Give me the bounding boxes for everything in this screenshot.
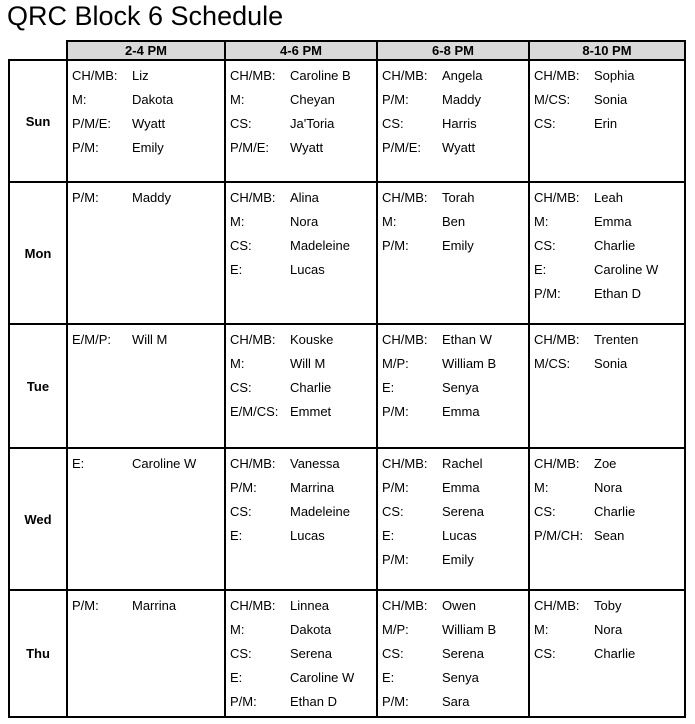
person-name: Madeleine [290, 238, 350, 253]
role-label: CH/MB: [382, 190, 428, 205]
schedule-entry [532, 594, 682, 618]
day-label: Mon [9, 182, 67, 324]
schedule-cell [377, 324, 529, 448]
person-name: Sean [594, 528, 625, 543]
schedule-cell [67, 590, 225, 717]
person-name: Angela [442, 68, 483, 83]
schedule-entry [228, 594, 374, 618]
schedule-entry [532, 186, 682, 210]
role-label: P/M: [72, 190, 99, 205]
role-label: P/M/CH: [534, 528, 584, 543]
role-label: CS: [534, 116, 556, 131]
role-label: CH/MB: [230, 332, 276, 347]
person-name: Will M [290, 356, 326, 371]
role-label: P/M: [382, 238, 409, 253]
day-label: Tue [9, 324, 67, 448]
day-row-mon [9, 182, 685, 324]
schedule-entry [380, 500, 526, 524]
role-label: E: [382, 380, 395, 395]
day-label: Sun [9, 60, 67, 182]
person-name: Lucas [290, 528, 325, 543]
schedule-cell [377, 182, 529, 324]
person-name: Owen [442, 598, 476, 613]
schedule-cell [225, 182, 377, 324]
person-name: Vanessa [290, 456, 340, 471]
role-label: CS: [230, 646, 252, 661]
person-name: Nora [594, 480, 623, 495]
person-name: Dakota [290, 622, 332, 637]
time-header-3: 6-8 PM [377, 41, 529, 60]
role-label: P/M: [382, 694, 409, 709]
role-label: CH/MB: [382, 332, 428, 347]
role-label: CS: [230, 380, 252, 395]
schedule-entry [228, 88, 374, 112]
day-row-tue [9, 324, 685, 448]
schedule-entry [532, 500, 682, 524]
person-name: Caroline W [132, 456, 197, 471]
person-name: Marrina [132, 598, 177, 613]
schedule-entry [228, 476, 374, 500]
person-name: Emily [442, 238, 474, 253]
schedule-entry [228, 376, 374, 400]
role-label: CS: [382, 504, 404, 519]
role-label: CH/MB: [230, 190, 276, 205]
role-label: E/M/P: [72, 332, 112, 347]
schedule-entry [380, 186, 526, 210]
schedule-entry [70, 112, 222, 136]
person-name: Emily [132, 140, 164, 155]
schedule-entry [532, 352, 682, 376]
person-name: Wyatt [132, 116, 166, 131]
role-label: P/M/E: [230, 140, 270, 155]
person-name: Ethan D [594, 286, 641, 301]
role-label: CS: [230, 116, 252, 131]
person-name: William B [442, 356, 497, 371]
person-name: Charlie [290, 380, 332, 395]
schedule-entry [228, 618, 374, 642]
person-name: Toby [594, 598, 622, 613]
schedule-entry [228, 112, 374, 136]
person-name: Harris [442, 116, 477, 131]
person-name: Emmet [290, 404, 332, 419]
schedule-entry [70, 136, 222, 160]
role-label: CH/MB: [72, 68, 118, 83]
time-header-4: 8-10 PM [529, 41, 685, 60]
schedule-entry [380, 524, 526, 548]
person-name: Ethan D [290, 694, 337, 709]
role-label: M: [534, 480, 549, 495]
day-label: Wed [9, 448, 67, 590]
corner-cell [9, 41, 67, 60]
role-label: CS: [382, 646, 404, 661]
role-label: P/M/E: [72, 116, 112, 131]
schedule-cell [225, 448, 377, 590]
schedule-cell [529, 324, 685, 448]
person-name: Caroline W [594, 262, 659, 277]
time-header-2: 4-6 PM [225, 41, 377, 60]
role-label: CH/MB: [230, 598, 276, 613]
person-name: Caroline B [290, 68, 351, 83]
role-label: CH/MB: [534, 332, 580, 347]
role-label: M: [230, 622, 245, 637]
schedule-entry [228, 136, 374, 160]
schedule-entry [70, 88, 222, 112]
person-name: Zoe [594, 456, 617, 471]
person-name: Ethan W [442, 332, 492, 347]
schedule-entry [70, 328, 222, 352]
role-label: CH/MB: [230, 456, 276, 471]
person-name: Sonia [594, 92, 628, 107]
person-name: Maddy [132, 190, 172, 205]
person-name: Wyatt [290, 140, 324, 155]
role-label: P/M: [382, 480, 409, 495]
role-label: CS: [230, 238, 252, 253]
schedule-entry [380, 666, 526, 690]
schedule-entry [380, 452, 526, 476]
role-label: E: [382, 670, 395, 685]
schedule-entry [380, 234, 526, 258]
role-label: M: [382, 214, 397, 229]
person-name: Serena [290, 646, 332, 661]
schedule-body [9, 60, 685, 717]
schedule-entry [380, 548, 526, 572]
role-label: P/M: [534, 286, 561, 301]
person-name: Senya [442, 380, 479, 395]
role-label: E/M/CS: [230, 404, 279, 419]
role-label: CS: [534, 646, 556, 661]
schedule-entry [532, 328, 682, 352]
person-name: Kouske [290, 332, 334, 347]
person-name: Leah [594, 190, 623, 205]
schedule-entry [228, 258, 374, 282]
role-label: E: [72, 456, 85, 471]
schedule-entry [380, 376, 526, 400]
role-label: M: [230, 214, 245, 229]
person-name: Charlie [594, 504, 636, 519]
schedule-entry [380, 476, 526, 500]
role-label: P/M: [382, 404, 409, 419]
role-label: CH/MB: [534, 598, 580, 613]
role-label: CS: [230, 504, 252, 519]
schedule-cell [225, 324, 377, 448]
role-label: P/M: [382, 92, 409, 107]
schedule-entry [532, 210, 682, 234]
schedule-cell [529, 60, 685, 182]
schedule-cell [377, 60, 529, 182]
schedule-cell [529, 590, 685, 717]
person-name: Charlie [594, 646, 636, 661]
schedule-cell [377, 590, 529, 717]
schedule-entry [380, 210, 526, 234]
schedule-entry [380, 136, 526, 160]
schedule-cell [67, 182, 225, 324]
person-name: Sara [442, 694, 470, 709]
schedule-entry [228, 234, 374, 258]
schedule-entry [532, 64, 682, 88]
schedule-entry [228, 642, 374, 666]
role-label: E: [382, 528, 395, 543]
schedule-entry [532, 88, 682, 112]
person-name: William B [442, 622, 497, 637]
schedule-entry [532, 452, 682, 476]
schedule-entry [380, 594, 526, 618]
day-row-wed [9, 448, 685, 590]
person-name: Alina [290, 190, 319, 205]
person-name: Ja'Toria [290, 116, 335, 131]
role-label: M: [230, 92, 245, 107]
role-label: M: [72, 92, 87, 107]
schedule-entry [380, 642, 526, 666]
role-label: P/M: [230, 694, 257, 709]
schedule-entry [380, 88, 526, 112]
person-name: Cheyan [290, 92, 335, 107]
person-name: Wyatt [442, 140, 476, 155]
role-label: CS: [382, 116, 404, 131]
schedule-entry [380, 112, 526, 136]
schedule-entry [70, 64, 222, 88]
time-header-row [9, 41, 685, 60]
schedule-entry [70, 186, 222, 210]
person-name: Charlie [594, 238, 636, 253]
person-name: Emma [442, 480, 480, 495]
role-label: CH/MB: [534, 456, 580, 471]
schedule-entry [228, 524, 374, 548]
schedule-entry [228, 328, 374, 352]
role-label: CH/MB: [382, 456, 428, 471]
schedule-entry [70, 452, 222, 476]
schedule-entry [380, 690, 526, 714]
person-name: Lucas [290, 262, 325, 277]
schedule-entry [532, 282, 682, 306]
time-header-1: 2-4 PM [67, 41, 225, 60]
schedule-entry [532, 524, 682, 548]
person-name: Emma [594, 214, 632, 229]
person-name: Ben [442, 214, 466, 229]
role-label: CH/MB: [382, 68, 428, 83]
schedule-cell [225, 590, 377, 717]
person-name: Marrina [290, 480, 335, 495]
role-label: E: [230, 528, 243, 543]
person-name: Senya [442, 670, 479, 685]
schedule-entry [228, 690, 374, 714]
person-name: Emily [442, 552, 474, 567]
role-label: CH/MB: [534, 68, 580, 83]
person-name: Dakota [132, 92, 174, 107]
day-label: Thu [9, 590, 67, 717]
person-name: Liz [132, 68, 149, 83]
schedule-entry [228, 500, 374, 524]
role-label: E: [230, 262, 243, 277]
schedule-entry [228, 210, 374, 234]
schedule-entry [532, 476, 682, 500]
person-name: Sonia [594, 356, 628, 371]
role-label: P/M: [72, 140, 99, 155]
role-label: CH/MB: [230, 68, 276, 83]
page-title: QRC Block 6 Schedule [7, 1, 284, 31]
schedule-entry [228, 186, 374, 210]
schedule-cell [67, 448, 225, 590]
person-name: Torah [442, 190, 475, 205]
schedule-entry [380, 618, 526, 642]
role-label: M: [534, 622, 549, 637]
schedule-entry [532, 112, 682, 136]
schedule-entry [532, 234, 682, 258]
schedule-entry [228, 64, 374, 88]
person-name: Serena [442, 646, 484, 661]
role-label: M: [230, 356, 245, 371]
role-label: P/M: [72, 598, 99, 613]
schedule-cell [529, 182, 685, 324]
role-label: M: [534, 214, 549, 229]
role-label: M/P: [382, 622, 409, 637]
schedule-entry [228, 666, 374, 690]
person-name: Sophia [594, 68, 635, 83]
schedule-cell [225, 60, 377, 182]
schedule-entry [70, 594, 222, 618]
person-name: Madeleine [290, 504, 350, 519]
role-label: P/M: [230, 480, 257, 495]
role-label: CS: [534, 504, 556, 519]
schedule-cell [67, 324, 225, 448]
role-label: CH/MB: [534, 190, 580, 205]
person-name: Trenten [594, 332, 639, 347]
schedule-entry [532, 618, 682, 642]
person-name: Will M [132, 332, 168, 347]
role-label: E: [230, 670, 243, 685]
schedule-entry [532, 642, 682, 666]
role-label: P/M: [382, 552, 409, 567]
day-row-thu [9, 590, 685, 717]
schedule-cell [377, 448, 529, 590]
role-label: CH/MB: [382, 598, 428, 613]
schedule-entry [380, 64, 526, 88]
schedule-entry [228, 452, 374, 476]
schedule-cell [67, 60, 225, 182]
schedule-entry [532, 258, 682, 282]
person-name: Caroline W [290, 670, 355, 685]
person-name: Lucas [442, 528, 477, 543]
schedule-entry [228, 400, 374, 424]
person-name: Rachel [442, 456, 483, 471]
person-name: Nora [594, 622, 623, 637]
role-label: M/P: [382, 356, 409, 371]
person-name: Nora [290, 214, 319, 229]
person-name: Erin [594, 116, 618, 131]
day-row-sun [9, 60, 685, 182]
schedule-entry [380, 352, 526, 376]
role-label: P/M/E: [382, 140, 422, 155]
person-name: Maddy [442, 92, 482, 107]
person-name: Linnea [290, 598, 330, 613]
person-name: Emma [442, 404, 480, 419]
schedule-entry [380, 328, 526, 352]
schedule-table [8, 40, 686, 718]
schedule-cell [529, 448, 685, 590]
schedule-entry [380, 400, 526, 424]
person-name: Serena [442, 504, 484, 519]
role-label: M/CS: [534, 92, 571, 107]
schedule-entry [228, 352, 374, 376]
role-label: M/CS: [534, 356, 571, 371]
role-label: CS: [534, 238, 556, 253]
role-label: E: [534, 262, 547, 277]
